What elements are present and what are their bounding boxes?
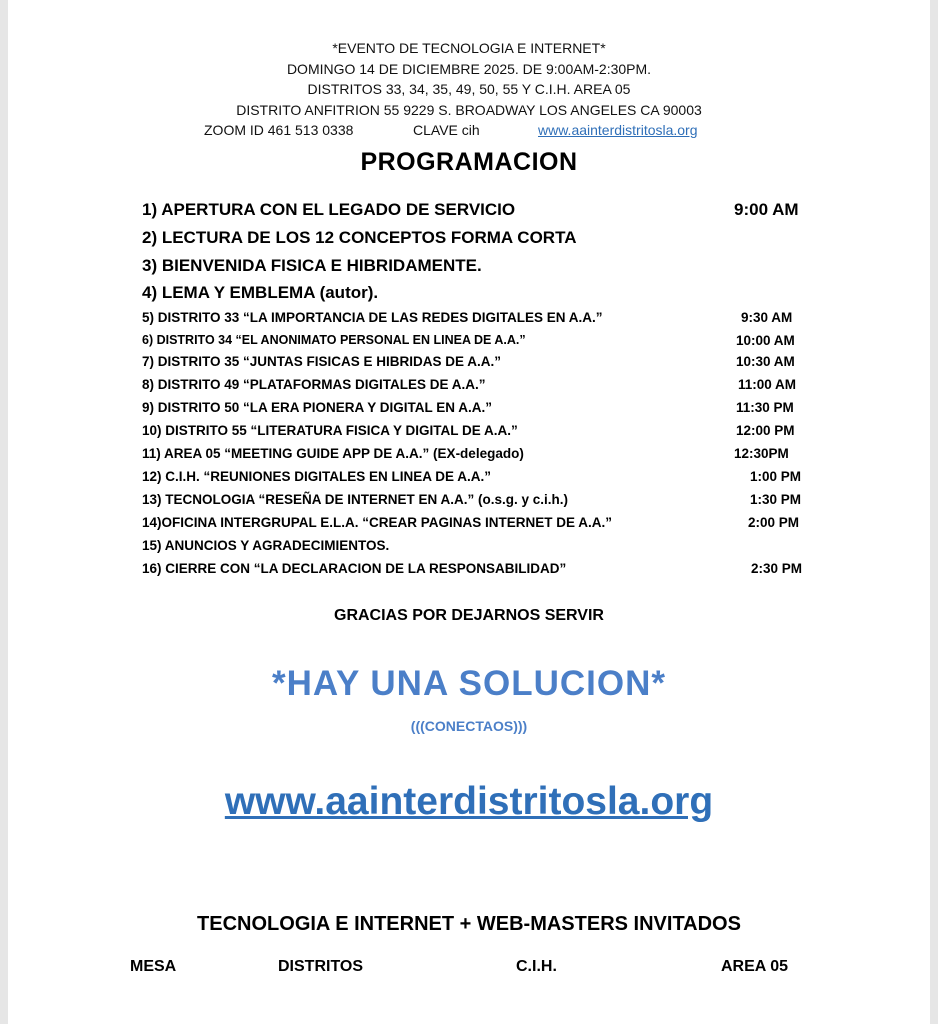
footer-distritos: DISTRITOS <box>278 958 364 975</box>
program-item-10: 10) DISTRITO 55 “LITERATURA FISICA Y DIGITAL DE A.A.” <box>142 423 518 438</box>
program-item-14: 14)OFICINA INTERGRUPAL E.L.A. “CREAR PAGINAS INTERNET DE A.A.” <box>142 515 613 530</box>
document-page <box>8 0 930 1024</box>
program-item-3: 3) BIENVENIDA FISICA E HIBRIDAMENTE. <box>142 256 482 275</box>
footer-area: AREA 05 <box>721 958 788 975</box>
program-time-8: 11:00 AM <box>738 377 797 392</box>
program-item-9: 9) DISTRITO 50 “LA ERA PIONERA Y DIGITAL EN A.A.” <box>142 400 493 415</box>
program-time-16: 2:30 PM <box>751 561 803 576</box>
footer-mesa: MESA <box>130 958 177 975</box>
event-date: DOMINGO 14 DE DICIEMBRE 2025. DE 9:00AM-2:30PM. <box>286 61 652 77</box>
program-item-6: 6) DISTRITO 34 “EL ANONIMATO PERSONAL EN LINEA DE A.A.” <box>142 333 526 347</box>
program-item-12: 12) C.I.H. “REUNIONES DIGITALES EN LINEA DE A.A.” <box>142 469 492 484</box>
slogan-subheading: (((CONECTAOS))) <box>410 718 528 734</box>
program-item-7: 7) DISTRITO 35 “JUNTAS FISICAS E HIBRIDAS DE A.A.” <box>142 354 502 369</box>
program-item-2: 2) LECTURA DE LOS 12 CONCEPTOS FORMA CORTA <box>142 228 577 247</box>
zoom-password: CLAVE cih <box>413 122 480 138</box>
program-item-8: 8) DISTRITO 49 “PLATAFORMAS DIGITALES DE A.A.” <box>142 377 486 392</box>
program-title: PROGRAMACION <box>360 148 578 176</box>
footer-cih: C.I.H. <box>516 958 557 975</box>
program-time-7: 10:30 AM <box>736 354 795 369</box>
program-item-4: 4) LEMA Y EMBLEMA (autor). <box>142 283 379 302</box>
program-time-9: 11:30 PM <box>736 400 794 415</box>
program-time-12: 1:00 PM <box>750 469 802 484</box>
thanks-message: GRACIAS POR DEJARNOS SERVIR <box>334 607 604 624</box>
zoom-id: ZOOM ID 461 513 0338 <box>204 122 354 138</box>
program-item-1: 1) APERTURA CON EL LEGADO DE SERVICIO <box>142 200 516 219</box>
program-time-6: 10:00 AM <box>736 333 795 348</box>
event-host-address: DISTRITO ANFITRION 55 9229 S. BROADWAY LOS ANGELES CA 90003 <box>236 102 702 118</box>
program-time-11: 12:30PM <box>734 446 789 461</box>
event-districts: DISTRITOS 33, 34, 35, 49, 50, 55 Y C.I.H. AREA 05 <box>307 81 631 97</box>
program-time-10: 12:00 PM <box>736 423 795 438</box>
program-time-13: 1:30 PM <box>750 492 802 507</box>
program-time-5: 9:30 AM <box>741 310 793 325</box>
program-item-11: 11) AREA 05 “MEETING GUIDE APP DE A.A.” (EX-delegado) <box>142 446 524 461</box>
event-title: *EVENTO DE TECNOLOGIA E INTERNET* <box>332 40 606 56</box>
program-item-16: 16) CIERRE CON “LA DECLARACION DE LA RESPONSABILIDAD” <box>142 561 567 576</box>
footer-title: TECNOLOGIA E INTERNET + WEB-MASTERS INVITADOS <box>197 913 741 935</box>
program-time-1: 9:00 AM <box>734 200 799 219</box>
program-item-15: 15) ANUNCIOS Y AGRADECIMIENTOS. <box>142 538 390 553</box>
program-item-13: 13) TECNOLOGIA “RESEÑA DE INTERNET EN A.A.” (o.s.g. y c.i.h.) <box>142 492 569 507</box>
slogan-heading: *HAY UNA SOLUCION* <box>272 664 666 703</box>
program-time-14: 2:00 PM <box>748 515 800 530</box>
program-item-5: 5) DISTRITO 33 “LA IMPORTANCIA DE LAS REDES DIGITALES EN A.A.” <box>142 310 603 325</box>
header-website-link[interactable]: www.aainterdistritosla.org <box>538 122 698 138</box>
website-link[interactable]: www.aainterdistritosla.org <box>224 780 714 823</box>
